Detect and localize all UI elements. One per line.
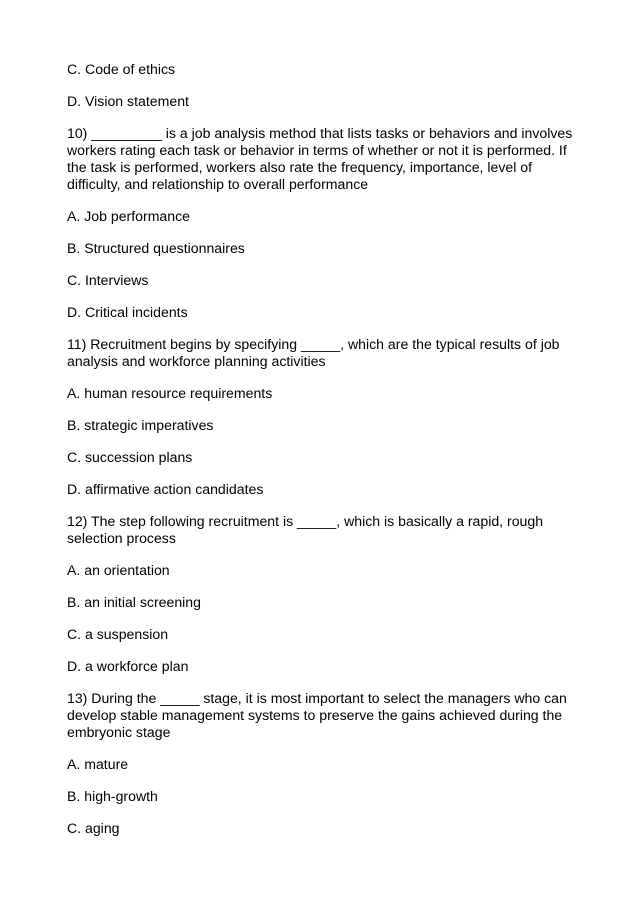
text-line: C. succession plans [67, 449, 193, 465]
text-line: A. an orientation [67, 562, 170, 578]
answer-option [67, 272, 587, 289]
answer-option [67, 208, 587, 225]
text-line: C. Interviews [67, 272, 149, 288]
text-line: C. a suspension [67, 626, 169, 642]
text-line: B. an initial screening [67, 594, 201, 610]
text-line: A. mature [67, 756, 129, 772]
answer-option [67, 594, 587, 611]
text-line: 13) During the _____ stage, it is most important to select the managers who can [67, 690, 567, 706]
answer-option [67, 820, 587, 837]
text-line: B. Structured questionnaires [67, 240, 245, 256]
answer-option [67, 788, 587, 805]
answer-option [67, 240, 587, 257]
text-line: A. Job performance [67, 208, 190, 224]
text-line: B. high-growth [67, 788, 158, 804]
answer-option [67, 481, 587, 498]
answer-option [67, 756, 587, 773]
text-line: D. a workforce plan [67, 658, 189, 674]
text-line: B. strategic imperatives [67, 417, 214, 433]
text-line: analysis and workforce planning activities [67, 353, 326, 369]
text-line: 12) The step following recruitment is _____, which is basically a rapid, rough [67, 513, 544, 529]
text-line: C. aging [67, 820, 120, 836]
answer-option [67, 449, 587, 466]
text-line: difficulty, and relationship to overall performance [67, 176, 369, 192]
answer-option [67, 304, 587, 321]
question-13 [67, 690, 587, 741]
text-line: 10) _________ is a job analysis method that lists tasks or behaviors and involves [67, 125, 573, 141]
question-10 [67, 125, 587, 193]
answer-option [67, 93, 587, 110]
answer-option [67, 626, 587, 643]
text-line: 11) Recruitment begins by specifying _____, which are the typical results of job [67, 336, 560, 352]
text-line: D. Vision statement [67, 93, 189, 109]
document-content [67, 61, 587, 852]
text-line: workers rating each task or behavior in terms of whether or not it is performed. If [67, 142, 567, 158]
question-11 [67, 336, 587, 370]
text-line: selection process [67, 530, 176, 546]
answer-option [67, 658, 587, 675]
answer-option [67, 417, 587, 434]
text-line: D. affirmative action candidates [67, 481, 264, 497]
text-line: embryonic stage [67, 724, 171, 740]
question-12 [67, 513, 587, 547]
text-line: D. Critical incidents [67, 304, 188, 320]
answer-option [67, 562, 587, 579]
answer-option [67, 385, 587, 402]
text-line: the task is performed, workers also rate the frequency, importance, level of [67, 159, 533, 175]
text-line: develop stable management systems to preserve the gains achieved during the [67, 707, 563, 723]
text-line: A. human resource requirements [67, 385, 273, 401]
answer-option [67, 61, 587, 78]
text-line: C. Code of ethics [67, 61, 176, 77]
